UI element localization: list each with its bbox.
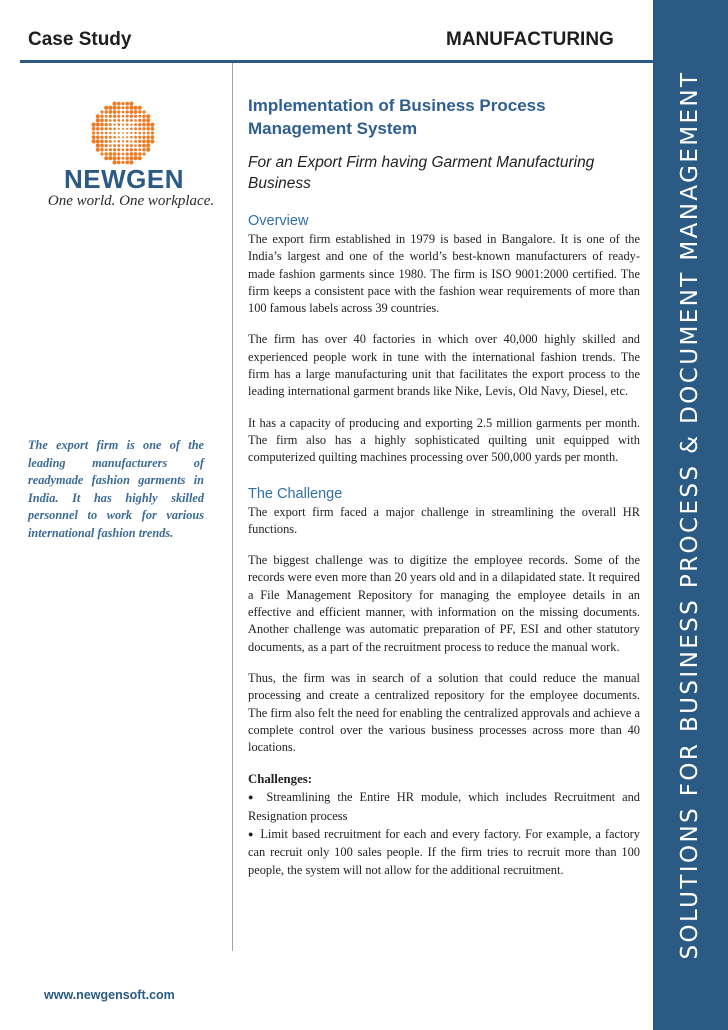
footer-url: www.newgensoft.com xyxy=(44,988,175,1002)
logo-tagline: One world. One workplace. xyxy=(47,193,215,209)
challenge-heading: The Challenge xyxy=(248,485,343,502)
bullet-icon: ● xyxy=(248,828,255,839)
pull-quote: The export firm is one of the leading manufacturers of readymade fashion garments in India. It has highly skilled personnel to work for various international fashion trends. xyxy=(28,438,204,540)
list-item-text: Limit based recruitment for each and every factory. For example, a factory can recruit only 100 sales people. If the firm tries to recruit more than 100 people, the system will not allow for the additional recruitment. xyxy=(248,826,641,878)
challenge-paragraph: The biggest challenge was to digitize the employee records. Some of the records were even more than 20 years old and in a dilapidated state. It required a File Management Repository for managing the employee details in an effective and efficient manner, with information on the missing documents. Another challenge was automatic preparation of PF, ESI and other statutory documents, as a part of the recruitment process to reduce the manual work. xyxy=(248,553,640,654)
list-item-text: Streamlining the Entire HR module, which includes Recruitment and Resignation process xyxy=(248,790,640,823)
overview-heading: Overview xyxy=(248,213,309,229)
overview-paragraph: It has a capacity of producing and exporting 2.5 million garments per month. The firm also has a highly sophisticated quilting unit equipped with computerized quilting machines processing over 500,000 yards per month. xyxy=(248,415,640,465)
list-item xyxy=(248,788,640,824)
side-band-text: SOLUTIONS FOR BUSINESS PROCESS & DOCUMENT MANAGEMENT xyxy=(677,70,703,960)
column-divider xyxy=(232,63,233,951)
list-item xyxy=(248,825,640,880)
main-column xyxy=(248,94,640,879)
document-subtitle: For an Export Firm having Garment Manufacturing Business xyxy=(248,154,595,192)
newgen-dot-globe-icon xyxy=(90,100,156,166)
logo-wordmark: NEWGEN xyxy=(64,164,184,194)
challenges-list-heading: Challenges: xyxy=(248,772,312,787)
header-divider xyxy=(20,60,653,63)
overview-paragraph: The firm has over 40 factories in which over 40,000 highly skilled and experienced people work in tune with the international fashion trends. The firm has a large manufacturing unit that facilitates the export process to the leading international garment brands like Nike, Levis, Old Navy, Diesel, etc. xyxy=(248,332,640,399)
overview-paragraph: The export firm established in 1979 is based in Bangalore. It is one of the India’s largest and one of the world’s best-known manufacturers of ready-made fashion garments since 1980. The firm is ISO 9001:2000 certified. The firm keeps a consistent pace with the fashion wear requirements of more than 100 famous labels across 39 countries. xyxy=(248,232,640,316)
page-title: Case Study xyxy=(28,29,132,50)
challenge-paragraph: The export firm faced a major challenge in streamlining the overall HR functions. xyxy=(248,504,640,536)
bullet-icon: ● xyxy=(248,792,258,803)
sector-label: MANUFACTURING xyxy=(446,29,614,50)
document-title: Implementation of Business Process Management System xyxy=(248,96,546,138)
challenge-paragraph: Thus, the firm was in search of a solution that could reduce the manual processing and create a centralized repository for the employee documents. The firm also felt the need for enabling the centralized approvals and achieve a complete control over the various business processes across more than 40 locations. xyxy=(248,670,640,755)
